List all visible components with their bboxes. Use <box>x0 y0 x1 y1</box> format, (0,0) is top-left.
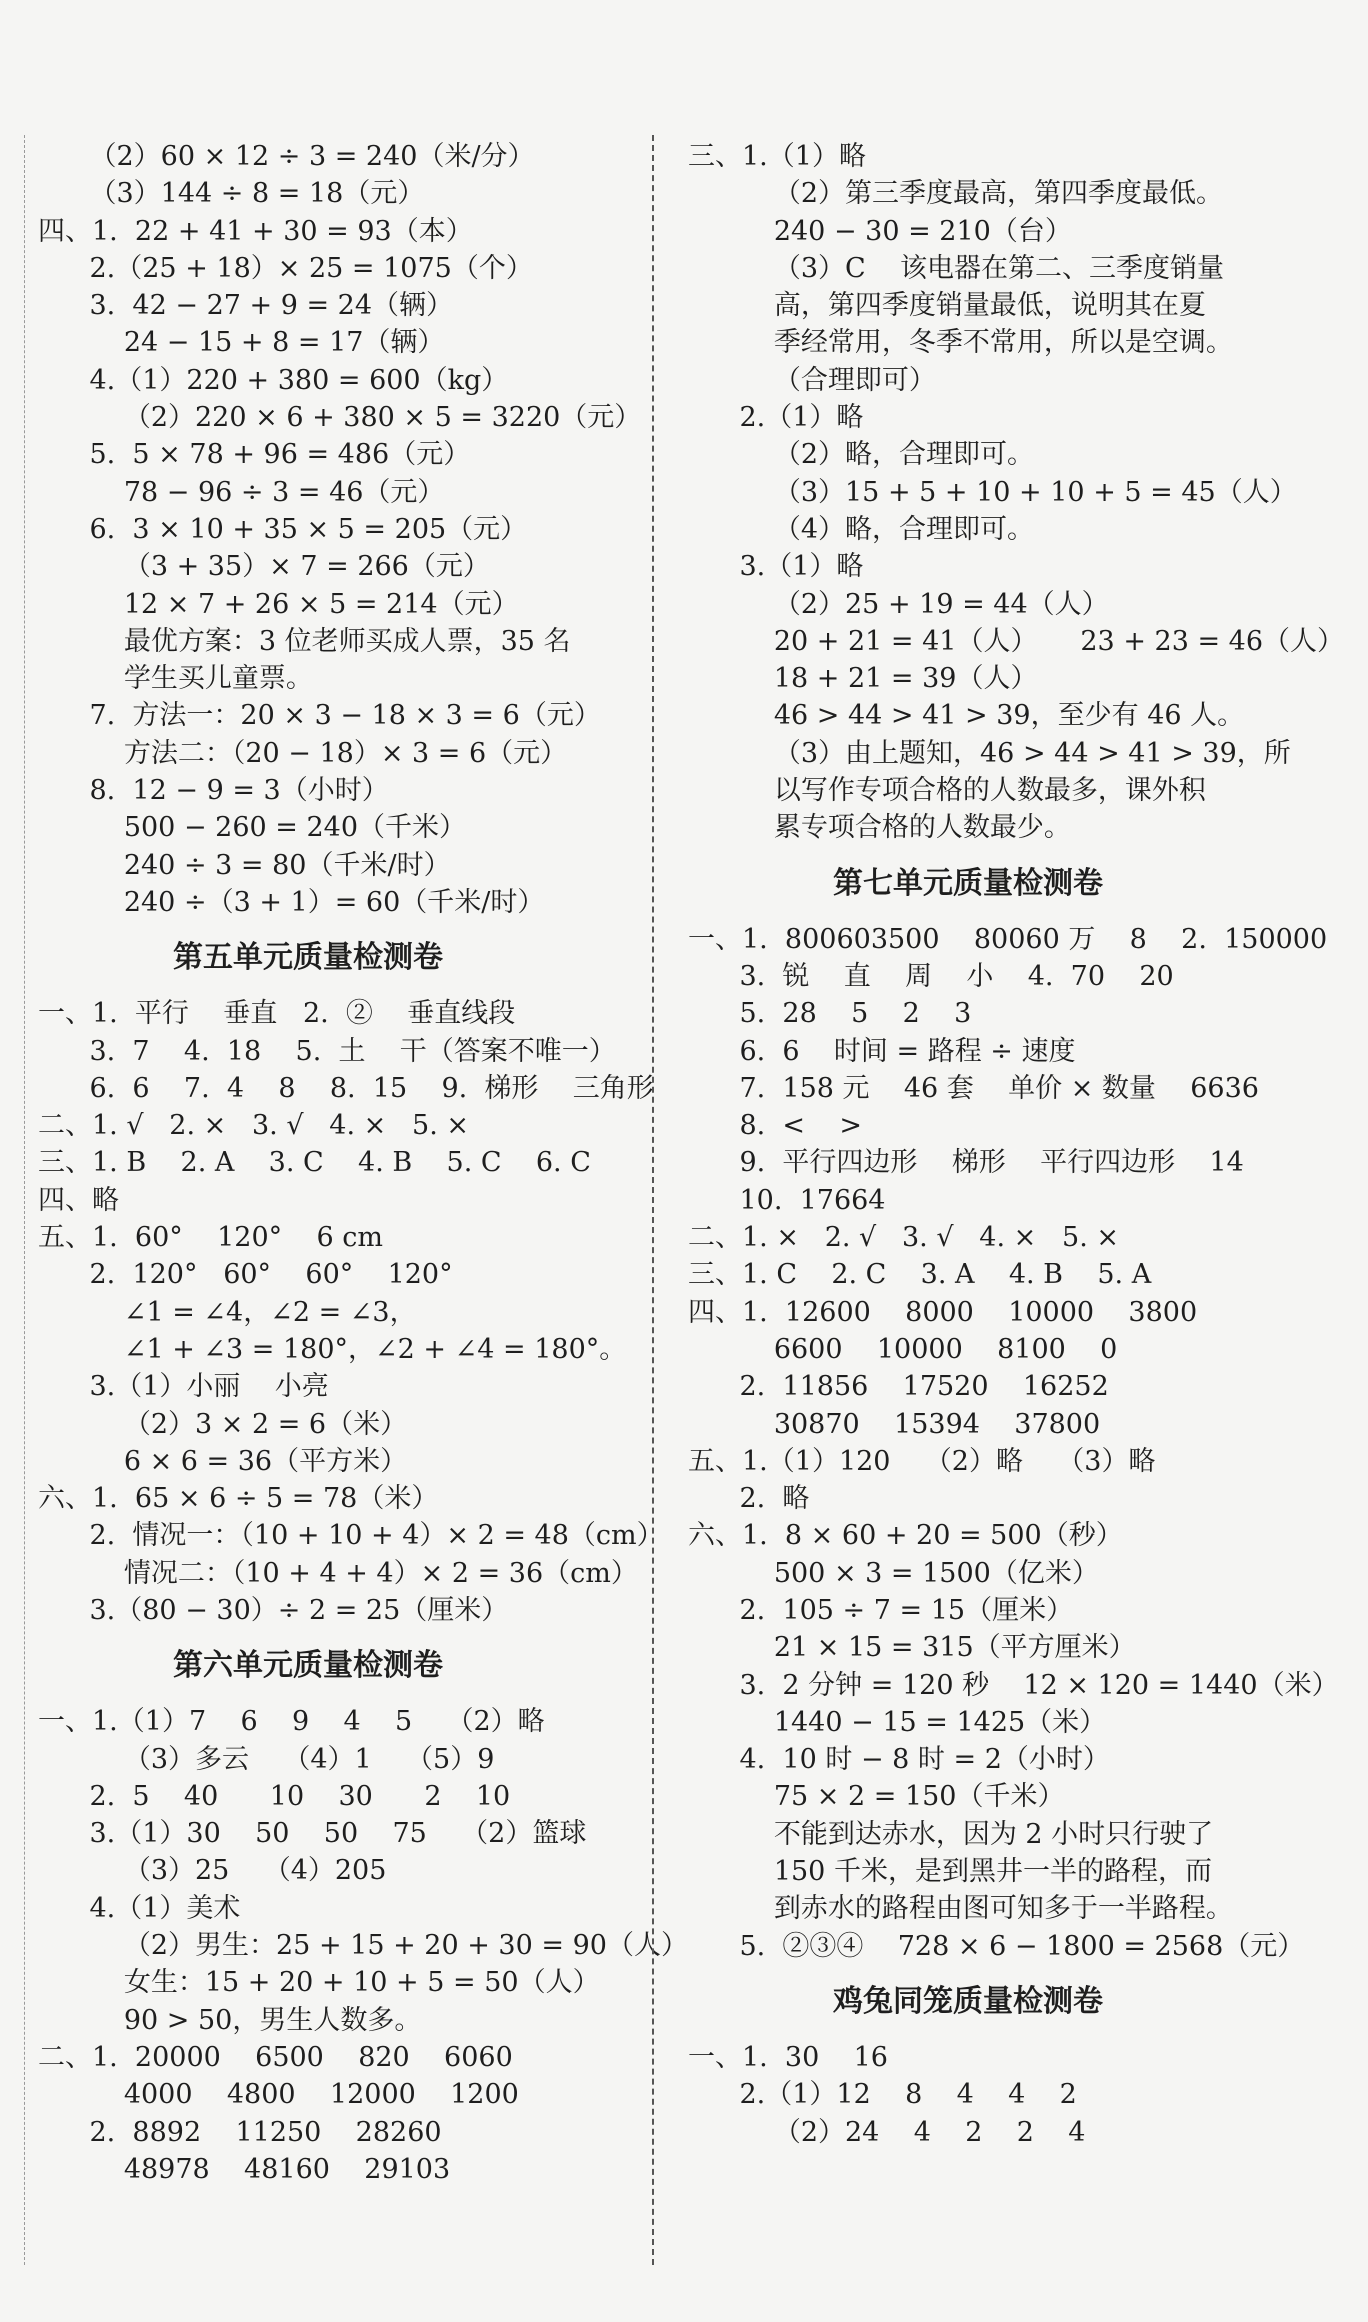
answer-line: 2. 120° 60° 60° 120° <box>38 1259 453 1291</box>
answer-line: 240 ÷（3 + 1）= 60（千米/时） <box>38 886 545 918</box>
answer-line: 二、1. × 2. √ 3. √ 4. × 5. × <box>688 1222 1119 1254</box>
answer-line: 5. ②③④ 728 × 6 − 1800 = 2568（元） <box>688 1930 1305 1962</box>
answer-line: 五、1. 60° 120° 6 cm <box>38 1222 383 1254</box>
answer-line: 六、1. 8 × 60 + 20 = 500（秒） <box>688 1520 1123 1552</box>
answer-line: 500 − 260 = 240（千米） <box>38 812 467 844</box>
answer-line: 4.（1）美术 <box>38 1892 241 1924</box>
left-column <box>38 138 688 2188</box>
answer-line: 二、1. √ 2. × 3. √ 4. × 5. × <box>38 1110 469 1142</box>
answer-line: 情况二：（10 + 4 + 4）× 2 = 36（cm） <box>38 1557 638 1589</box>
section-heading: 鸡兔同笼质量检测卷 <box>833 1983 1103 2019</box>
answer-line: （合理即可） <box>688 364 936 396</box>
column-divider <box>652 135 654 2265</box>
answer-line: （3）144 ÷ 8 = 18（元） <box>38 178 425 210</box>
answer-line: 一、1. 平行 垂直 2. ② 垂直线段 <box>38 998 516 1030</box>
answer-line: 3.（1）小丽 小亮 <box>38 1371 329 1403</box>
answer-line: 8. < > <box>688 1110 862 1142</box>
answer-line: 2.（1）12 8 4 4 2 <box>688 2079 1077 2111</box>
answer-line: 6 × 6 = 36（平方米） <box>38 1445 408 1477</box>
answer-line: 三、1. C 2. C 3. A 4. B 5. A <box>688 1259 1152 1291</box>
answer-line: 3.（1）略 <box>688 551 864 583</box>
answer-line: 六、1. 65 × 6 ÷ 5 = 78（米） <box>38 1483 439 1515</box>
answer-line: 学生买儿童票。 <box>38 663 313 695</box>
answer-line: （2）24 4 2 2 4 <box>688 2116 1086 2148</box>
answer-line: 二、1. 20000 6500 820 6060 <box>38 2041 513 2073</box>
answer-line: 2. 5 40 10 30 2 10 <box>38 1780 511 1812</box>
answer-line: 10. 17664 <box>688 1184 886 1216</box>
answer-line: 2.（1）略 <box>688 402 864 434</box>
answer-line: 12 × 7 + 26 × 5 = 214（元） <box>38 588 519 620</box>
answer-line: 3. 7 4. 18 5. 土 干（答案不唯一） <box>38 1035 616 1067</box>
answer-line: （3）由上题知，46 > 44 > 41 > 39，所 <box>688 737 1291 769</box>
answer-line: 18 + 21 = 39（人） <box>688 663 1038 695</box>
answer-line: 48978 48160 29103 <box>38 2153 451 2185</box>
answer-line: （3）15 + 5 + 10 + 10 + 5 = 45（人） <box>688 476 1297 508</box>
answer-line: 78 − 96 ÷ 3 = 46（元） <box>38 476 445 508</box>
answer-line: 女生：15 + 20 + 10 + 5 = 50（人） <box>38 1967 600 1999</box>
answer-line: 20 + 21 = 41（人） 23 + 23 = 46（人） <box>688 625 1345 657</box>
answer-line: （2）60 × 12 ÷ 3 = 240（米/分） <box>38 141 535 172</box>
answer-line: 240 − 30 = 210（台） <box>688 215 1072 247</box>
answer-line: （2）第三季度最高，第四季度最低。 <box>688 178 1224 210</box>
answer-line: 四、1. 12600 8000 10000 3800 <box>688 1296 1198 1328</box>
section-heading: 第六单元质量检测卷 <box>173 1648 443 1684</box>
answer-line: 一、1. 30 16 <box>688 2041 888 2073</box>
answer-line: 2. 略 <box>688 1483 810 1515</box>
answer-line: 4. 10 时 − 8 时 = 2（小时） <box>688 1744 1110 1776</box>
answer-line: 四、1. 22 + 41 + 30 = 93（本） <box>38 215 473 247</box>
answer-line: 150 千米，是到黑井一半的路程，而 <box>688 1856 1212 1888</box>
answer-line: 2. 105 ÷ 7 = 15（厘米） <box>688 1594 1074 1626</box>
answer-line: 6. 3 × 10 + 35 × 5 = 205（元） <box>38 513 528 545</box>
answer-line: 3. 2 分钟 = 120 秒 12 × 120 = 1440（米） <box>688 1669 1339 1701</box>
answer-line: 5. 5 × 78 + 96 = 486（元） <box>38 439 471 471</box>
answer-line: 2. 8892 11250 28260 <box>38 2116 442 2148</box>
answer-line: 240 ÷ 3 = 80（千米/时） <box>38 849 451 881</box>
answer-line: 8. 12 − 9 = 3（小时） <box>38 775 389 807</box>
answer-line: 46 > 44 > 41 > 39，至少有 46 人。 <box>688 700 1245 732</box>
answer-line: 三、1. B 2. A 3. C 4. B 5. C 6. C <box>38 1147 591 1179</box>
answer-line: 2. 情况一：（10 + 10 + 4）× 2 = 48（cm） <box>38 1520 664 1552</box>
answer-line: 到赤水的路程由图可知多于一半路程。 <box>688 1893 1233 1925</box>
answer-line: （2）25 + 19 = 44（人） <box>688 588 1109 620</box>
answer-line: 7. 158 元 46 套 单价 × 数量 6636 <box>688 1072 1259 1104</box>
answer-line: 3.（80 − 30）÷ 2 = 25（厘米） <box>38 1594 509 1626</box>
answer-line: 方法二：（20 − 18）× 3 = 6（元） <box>38 737 568 769</box>
answer-line: 1440 − 15 = 1425（米） <box>688 1706 1107 1738</box>
answer-line: 9. 平行四边形 梯形 平行四边形 14 <box>688 1147 1244 1179</box>
answer-line: 季经常用，冬季不常用，所以是空调。 <box>688 327 1233 359</box>
answer-line: 6600 10000 8100 0 <box>688 1333 1118 1365</box>
answer-line: （2）男生：25 + 15 + 20 + 30 = 90（人） <box>38 1930 688 1962</box>
answer-line: ∠1 = ∠4，∠2 = ∠3， <box>38 1296 417 1328</box>
answer-line: （2）220 × 6 + 380 × 5 = 3220（元） <box>38 402 642 434</box>
answer-line: 一、1.（1）7 6 9 4 5 （2）略 <box>38 1706 545 1738</box>
answer-line: 6. 6 7. 4 8 8. 15 9. 梯形 三角形 <box>38 1072 654 1104</box>
answer-line: 90 > 50，男生人数多。 <box>38 2004 422 2036</box>
answer-line: 5. 28 5 2 3 <box>688 998 972 1030</box>
answer-line: 3. 42 − 27 + 9 = 24（辆） <box>38 290 454 322</box>
answer-line: （3）25 （4）205 <box>38 1855 387 1887</box>
section-heading: 第七单元质量检测卷 <box>833 865 1103 901</box>
answer-line: 一、1. 800603500 80060 万 8 2. 150000 <box>688 923 1328 955</box>
answer-line: 五、1.（1）120 （2）略 （3）略 <box>688 1445 1156 1477</box>
answer-line: （3 + 35）× 7 = 266（元） <box>38 551 490 583</box>
answer-line: 最优方案：3 位老师买成人票，35 名 <box>38 625 571 657</box>
answer-line: （3）多云 （4）1 （5）9 <box>38 1743 495 1775</box>
answer-line: 24 − 15 + 8 = 17（辆） <box>38 327 445 359</box>
answer-line: 75 × 2 = 150（千米） <box>688 1781 1065 1813</box>
answer-line: 500 × 3 = 1500（亿米） <box>688 1557 1099 1589</box>
section-heading: 第五单元质量检测卷 <box>173 940 443 976</box>
answer-line: 三、1.（1）略 <box>688 141 866 172</box>
answer-line: ∠1 + ∠3 = 180°，∠2 + ∠4 = 180°。 <box>38 1333 627 1365</box>
answer-line: 3. 锐 直 周 小 4. 70 20 <box>688 960 1174 992</box>
answer-line: 4.（1）220 + 380 = 600（kg） <box>38 364 509 396</box>
answer-line: 6. 6 时间 = 路程 ÷ 速度 <box>688 1035 1076 1067</box>
answer-line: （2）略，合理即可。 <box>688 439 1035 471</box>
answer-line: 21 × 15 = 315（平方厘米） <box>688 1632 1136 1664</box>
answer-line: 4000 4800 12000 1200 <box>38 2079 519 2111</box>
answer-line: 不能到达赤水，因为 2 小时只行驶了 <box>688 1818 1214 1850</box>
answer-line: 30870 15394 37800 <box>688 1408 1101 1440</box>
answer-line: 3.（1）30 50 50 75 （2）篮球 <box>38 1818 587 1850</box>
answer-line: 高，第四季度销量最低，说明其在夏 <box>688 290 1206 322</box>
answer-line: 2.（25 + 18）× 25 = 1075（个） <box>38 252 533 284</box>
answer-line: （4）略，合理即可。 <box>688 513 1035 545</box>
answer-line: 2. 11856 17520 16252 <box>688 1371 1109 1403</box>
answer-line: 累专项合格的人数最少。 <box>688 812 1071 844</box>
answer-line: 以写作专项合格的人数最多，课外积 <box>688 775 1206 807</box>
answer-line: （2）3 × 2 = 6（米） <box>38 1408 408 1440</box>
answer-line: （3）C 该电器在第二、三季度销量 <box>688 252 1224 284</box>
answer-line: 四、略 <box>38 1184 119 1216</box>
left-margin-rule <box>24 135 25 2265</box>
right-column <box>688 138 1345 2151</box>
answer-line: 7. 方法一：20 × 3 − 18 × 3 = 6（元） <box>38 700 601 732</box>
